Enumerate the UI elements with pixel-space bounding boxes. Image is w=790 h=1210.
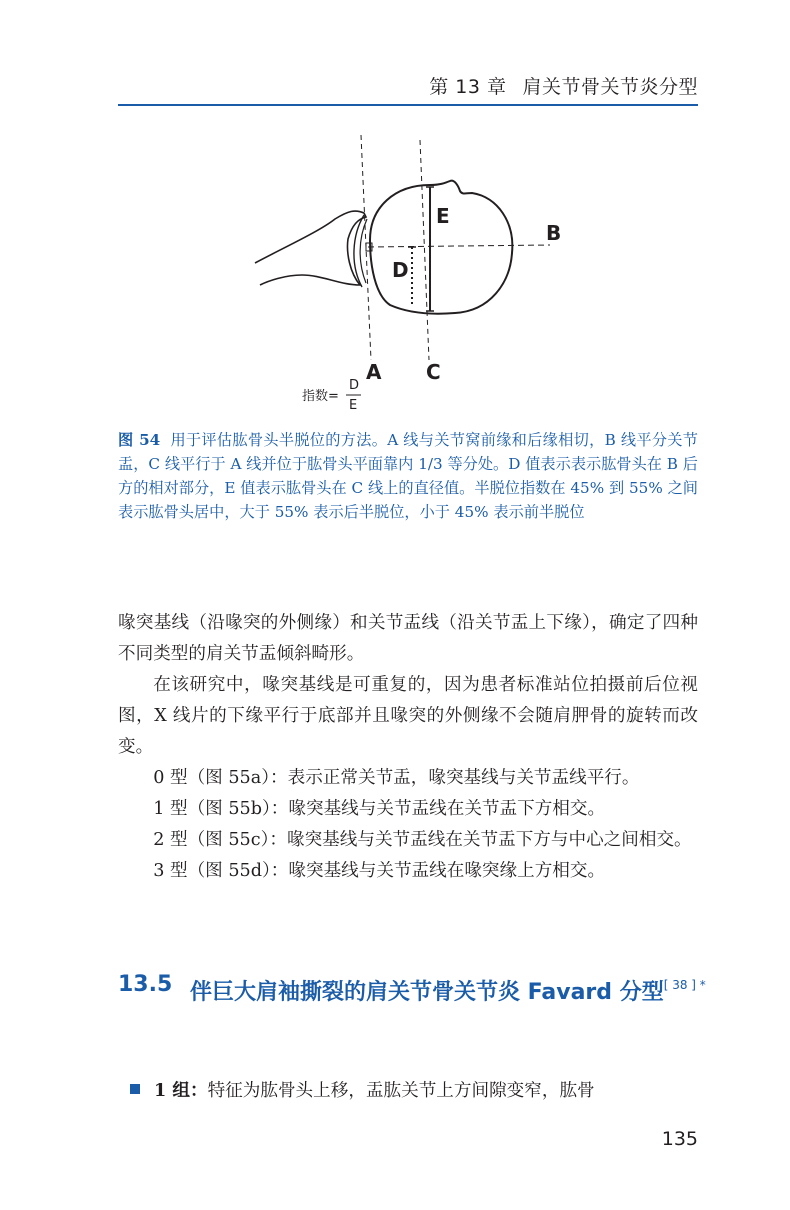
paragraph: 喙突基线（沿喙突的外侧缘）和关节盂线（沿关节盂上下缘），确定了四种不同类型的肩关节盂倾斜畸形。 bbox=[118, 613, 698, 664]
line-b bbox=[368, 245, 550, 247]
body-text bbox=[118, 608, 698, 887]
caption-text: 用于评估肱骨头半脱位的方法。A 线与关节窝前缘和后缘相切，B 线平分关节盂，C 线平行于 A 线并位于肱骨头平面靠内 1/3 等分处。D 值表示表示肱骨头在 B 后方的相对部分，E 值表示肱骨头在 C 线上的直径值。半脱位指数在 45% 到 55% 之间表示肱骨头居中，大于 55% 表示后半脱位，小于 45% 表示前半脱位 bbox=[118, 431, 698, 521]
bullet-text: 特征为肱骨头上移，盂肱关节上方间隙变窄，肱骨 bbox=[207, 1081, 595, 1101]
section-ref: [ 38 ] * bbox=[663, 978, 706, 992]
label-e: E bbox=[436, 204, 450, 228]
paragraph: 2 型（图 55c）：喙突基线与关节盂线在关节盂下方与中心之间相交。 bbox=[153, 830, 692, 850]
square-bullet-icon bbox=[130, 1084, 140, 1094]
page-number: 135 bbox=[661, 1128, 698, 1150]
bullet-label: 1 组： bbox=[154, 1080, 208, 1101]
line-c bbox=[420, 140, 429, 360]
figure-label: 图 54 bbox=[118, 431, 161, 449]
section-title: 伴巨大肩袖撕裂的肩关节骨关节炎 Favard 分型 bbox=[190, 980, 664, 1005]
paragraph: 0 型（图 55a）：表示正常关节盂，喙突基线与关节盂线平行。 bbox=[153, 768, 640, 788]
figure-caption bbox=[118, 428, 698, 524]
humeral-head-diagram bbox=[240, 135, 580, 425]
label-c: C bbox=[426, 360, 441, 384]
glenoid-front-line bbox=[354, 215, 364, 287]
formula-prefix: 指数= bbox=[302, 389, 339, 404]
section-number: 13.5 bbox=[118, 972, 173, 997]
label-a: A bbox=[366, 360, 382, 384]
formula-numerator: D bbox=[349, 378, 360, 393]
paragraph: 3 型（图 55d）：喙突基线与关节盂线在喙突缘上方相交。 bbox=[153, 861, 606, 881]
header-rule bbox=[118, 104, 698, 106]
paragraph: 在该研究中，喙突基线是可重复的，因为患者标准站位拍摄前后位视图，X 线片的下缘平行于底部并且喙突的外侧缘不会随肩胛骨的旋转而改变。 bbox=[118, 675, 698, 757]
label-d: D bbox=[392, 258, 409, 282]
list-item bbox=[130, 1075, 700, 1107]
figure-54 bbox=[240, 135, 580, 425]
scapula-outline bbox=[255, 211, 366, 285]
chapter-number: 第 13 章 bbox=[429, 76, 507, 98]
formula-denominator: E bbox=[349, 398, 358, 413]
paragraph: 1 型（图 55b）：喙突基线与关节盂线在关节盂下方相交。 bbox=[153, 799, 606, 819]
chapter-title: 肩关节骨关节炎分型 bbox=[522, 76, 698, 98]
running-header bbox=[429, 72, 698, 99]
label-b: B bbox=[546, 221, 562, 245]
